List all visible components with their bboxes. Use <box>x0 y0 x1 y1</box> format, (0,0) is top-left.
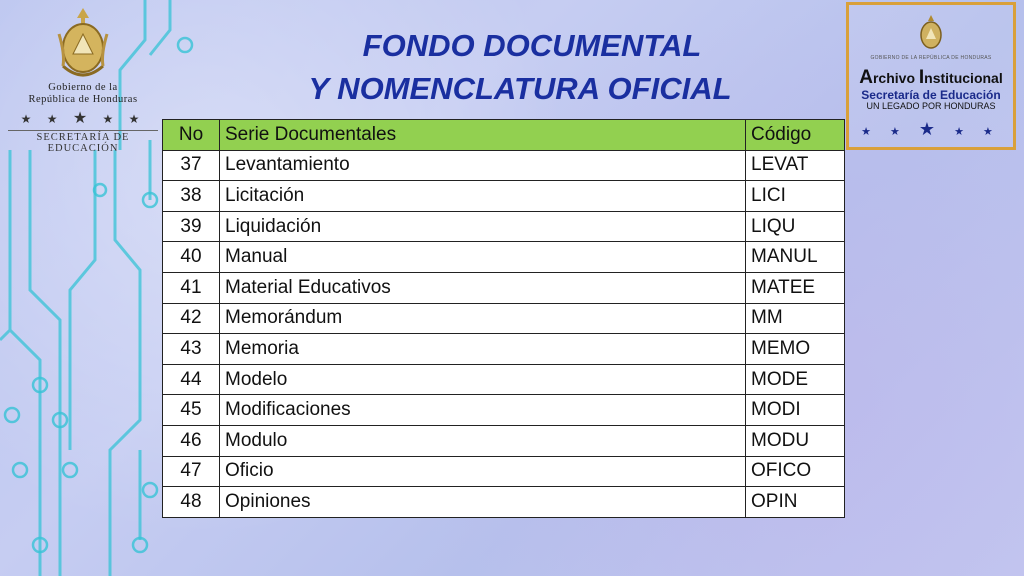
archivo-cap-i: I <box>918 67 925 88</box>
cell-no: 44 <box>163 364 220 395</box>
table-row <box>163 395 845 426</box>
cell-serie: Modulo <box>220 425 746 456</box>
cell-codigo: OFICO <box>746 456 845 487</box>
archivo-secretaria: Secretaría de Educación <box>861 88 1001 102</box>
table-row <box>163 272 845 303</box>
table-row <box>163 334 845 365</box>
cell-no: 38 <box>163 181 220 212</box>
secretaria-label: SECRETARÍA DE EDUCACIÓN <box>8 130 158 154</box>
table-row <box>163 303 845 334</box>
cell-codigo: MODI <box>746 395 845 426</box>
table-row <box>163 487 845 518</box>
cell-no: 46 <box>163 425 220 456</box>
cell-serie: Memorándum <box>220 303 746 334</box>
cell-no: 40 <box>163 242 220 273</box>
table-row <box>163 456 845 487</box>
cell-serie: Liquidación <box>220 211 746 242</box>
cell-no: 42 <box>163 303 220 334</box>
cell-serie: Oficio <box>220 456 746 487</box>
table-row <box>163 364 845 395</box>
table-row <box>163 242 845 273</box>
coat-of-arms-icon <box>55 4 111 82</box>
table-row <box>163 211 845 242</box>
gov-line-1: Gobierno de la <box>48 82 118 93</box>
stars-icon: ★ ★ ★ ★ ★ <box>20 110 146 127</box>
cell-serie: Modelo <box>220 364 746 395</box>
cell-no: 45 <box>163 395 220 426</box>
cell-codigo: MM <box>746 303 845 334</box>
cell-serie: Licitación <box>220 181 746 212</box>
cell-no: 47 <box>163 456 220 487</box>
cell-codigo: MODE <box>746 364 845 395</box>
archivo-legado: UN LEGADO POR HONDURAS <box>866 101 996 111</box>
table-header-row <box>163 120 845 151</box>
cell-codigo: MEMO <box>746 334 845 365</box>
gov-line-2: República de Honduras <box>28 94 138 105</box>
cell-codigo: MANUL <box>746 242 845 273</box>
cell-serie: Memoria <box>220 334 746 365</box>
cell-codigo: OPIN <box>746 487 845 518</box>
government-logo <box>8 4 158 154</box>
nomenclature-table <box>162 119 845 518</box>
cell-no: 39 <box>163 211 220 242</box>
archivo-cap-a: A <box>859 67 873 88</box>
cell-no: 37 <box>163 150 220 181</box>
cell-codigo: LEVAT <box>746 150 845 181</box>
archivo-rest-2: nstitucional <box>924 70 1003 86</box>
cell-no: 43 <box>163 334 220 365</box>
coat-of-arms-icon <box>916 13 946 53</box>
cell-codigo: LIQU <box>746 211 845 242</box>
header-no: No <box>163 120 220 151</box>
cell-serie: Levantamiento <box>220 150 746 181</box>
cell-codigo: MATEE <box>746 272 845 303</box>
archivo-title <box>849 67 1013 89</box>
title-line-2: Y NOMENCLATURA OFICIAL <box>308 71 732 106</box>
cell-serie: Material Educativos <box>220 272 746 303</box>
stars-icon: ★ ★ ★ ★ ★ <box>861 119 1001 139</box>
table-row <box>163 150 845 181</box>
cell-serie: Modificaciones <box>220 395 746 426</box>
cell-no: 41 <box>163 272 220 303</box>
cell-codigo: MODU <box>746 425 845 456</box>
cell-codigo: LICI <box>746 181 845 212</box>
tiny-gov-text: GOBIERNO DE LA REPÚBLICA DE HONDURAS <box>870 55 992 61</box>
cell-serie: Opiniones <box>220 487 746 518</box>
page-title <box>200 24 840 110</box>
cell-no: 48 <box>163 487 220 518</box>
table-row <box>163 425 845 456</box>
table-row <box>163 181 845 212</box>
title-line-1: FONDO DOCUMENTAL <box>362 28 702 63</box>
archivo-rest-1: rchivo <box>872 70 919 86</box>
header-serie: Serie Documentales <box>220 120 746 151</box>
cell-serie: Manual <box>220 242 746 273</box>
archivo-institucional-logo <box>846 2 1016 150</box>
header-codigo: Código <box>746 120 845 151</box>
